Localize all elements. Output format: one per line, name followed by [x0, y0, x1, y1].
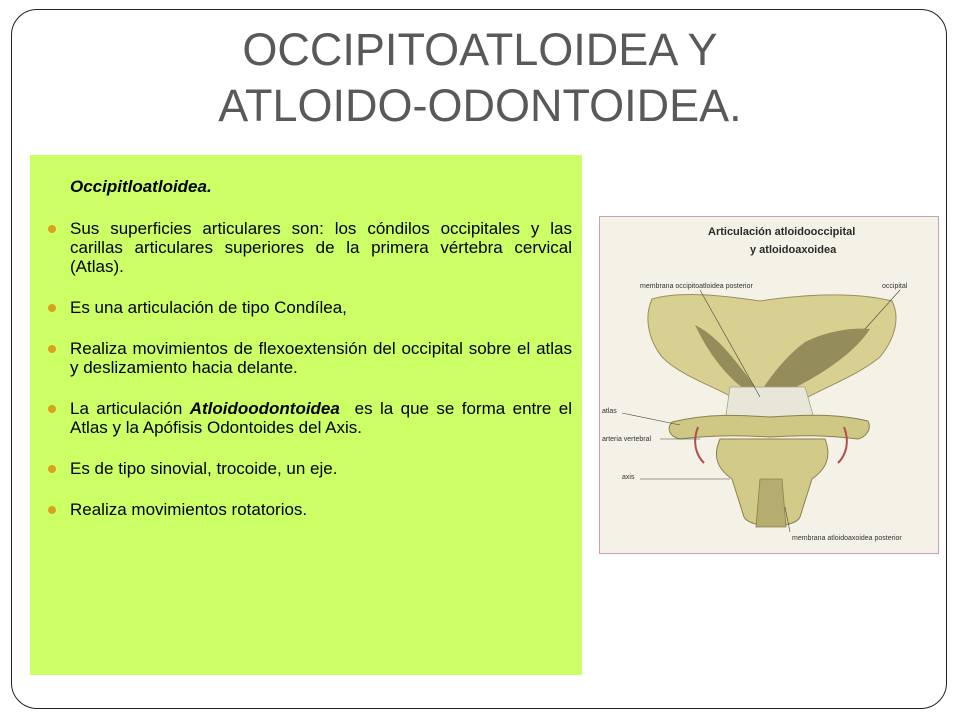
label-axis: axis: [622, 474, 635, 481]
content-box: [30, 155, 582, 675]
anatomy-figure: [599, 216, 939, 554]
title-line-2: ATLOIDO-ODONTOIDEA.: [218, 80, 742, 131]
bullet-text-after: es la que se forma entre el Atlas y la Apófisis Odontoides del Axis.: [70, 399, 576, 437]
label-vertebral-artery: arteria vertebral: [602, 436, 652, 443]
bullet-list: [48, 219, 576, 519]
bullet-item: Es de tipo sinovial, trocoide, un eje.: [48, 459, 572, 478]
label-atlas: atlas: [602, 408, 617, 415]
anatomy-illustration: [600, 217, 938, 553]
bullet-item: Sus superficies articulares son: los cóndilos occipitales y las carillas articulares superiores de la primera vértebra cervical (Atlas).: [48, 219, 572, 276]
bullet-item: Realiza movimientos de flexoextensión del occipital sobre el atlas y deslizamiento hacia delante.: [48, 339, 572, 377]
bullet-emphasis: Atloidoodontoidea: [189, 399, 340, 418]
figure-title-1: Articulación atloidooccipital: [708, 226, 856, 238]
axis-spine: [756, 479, 786, 527]
bullet-item: Realiza movimientos rotatorios.: [48, 500, 572, 519]
bullet-item: [48, 399, 576, 437]
label-membrane-atloidoaxoidea: membrana atloidoaxoidea posterior: [792, 535, 902, 542]
figure-title-2: y atloidoaxoidea: [750, 244, 837, 256]
bullet-text-before: La articulación: [70, 399, 190, 418]
bullet-item: Es una articulación de tipo Condílea,: [48, 298, 572, 317]
title-line-1: OCCIPITOATLOIDEA Y: [242, 24, 718, 75]
label-occipital: occipital: [882, 283, 908, 290]
atlas-bone: [669, 415, 869, 439]
slide-title: [0, 22, 960, 134]
subheading: Occipitloatloidea.: [70, 177, 212, 196]
label-membrane-posterior: membrana occipitoatloidea posterior: [640, 283, 753, 290]
